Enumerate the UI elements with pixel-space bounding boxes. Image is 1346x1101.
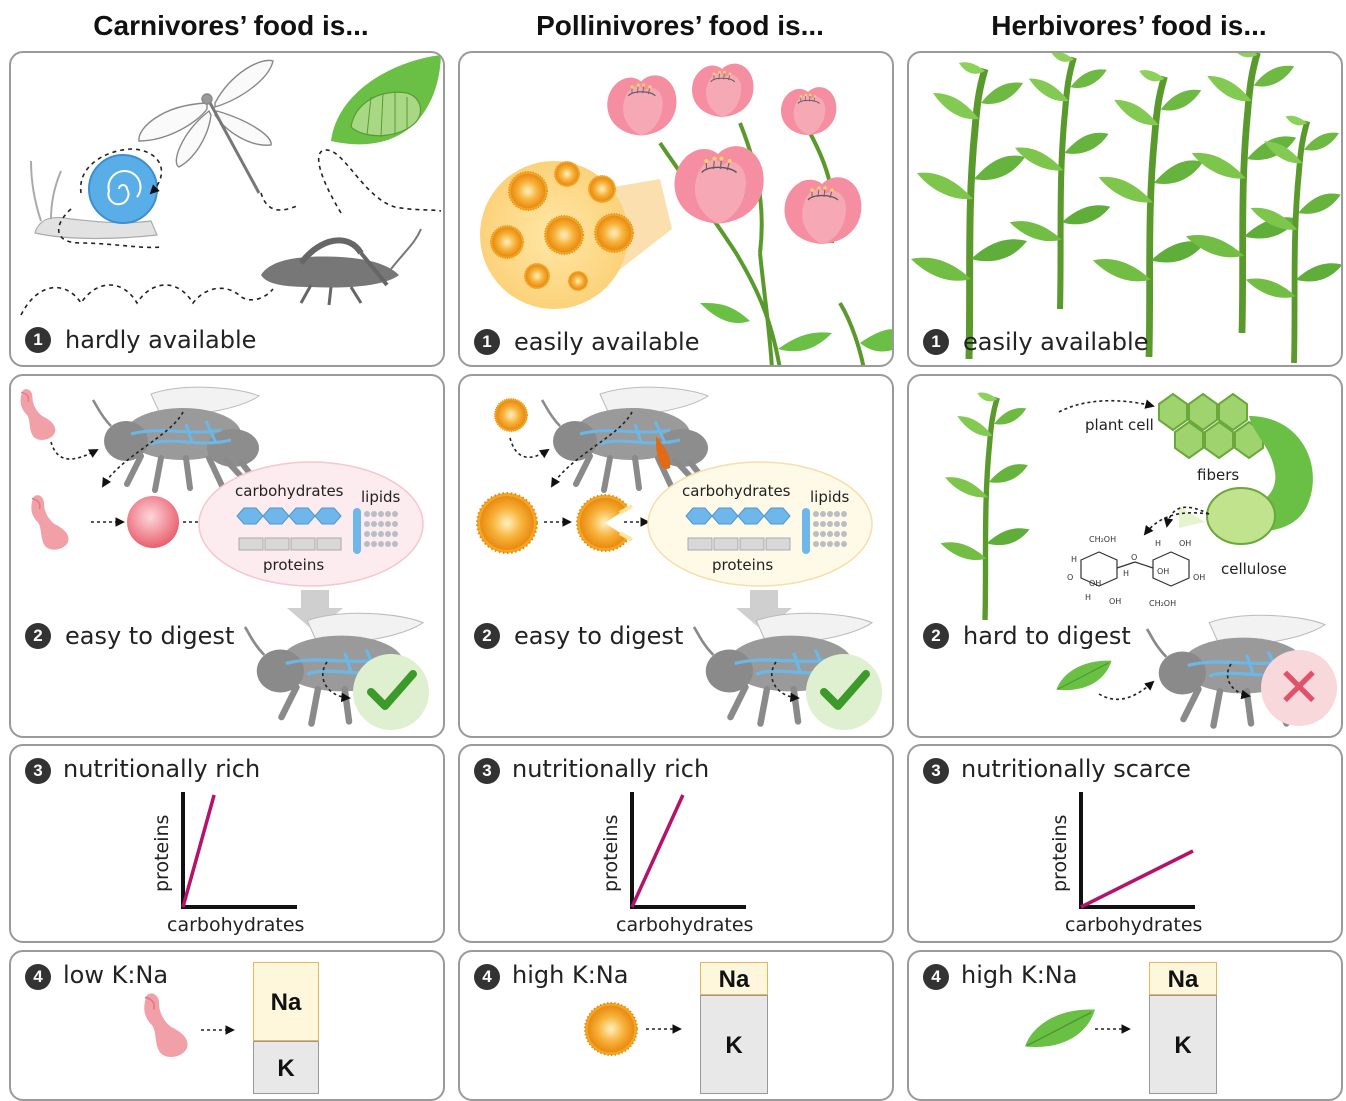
potassium-bar <box>1149 995 1217 1094</box>
herbivore-digestion-panel <box>907 374 1343 738</box>
step-label: nutritionally rich <box>512 755 710 783</box>
flower-icon <box>675 146 764 223</box>
fiber-crosssection-icon <box>1207 488 1275 544</box>
step-number-badge: 1 <box>923 329 949 355</box>
flowers-illustration <box>460 53 894 367</box>
y-axis-label: proteins <box>151 814 173 892</box>
pollinivore-nutrition-panel <box>458 744 894 943</box>
plant-cell-icon <box>1159 394 1263 458</box>
step-number-badge: 4 <box>25 964 51 990</box>
step-label: easily available <box>963 328 1149 356</box>
carnivore-digestion-panel <box>9 374 445 738</box>
herbivore-nutrition-panel <box>907 744 1343 943</box>
digested-pollen-icon <box>577 495 640 551</box>
pollen-icon <box>509 172 548 211</box>
pollen-icon <box>595 214 634 253</box>
potassium-bar <box>700 995 768 1094</box>
cross-icon: ✕ <box>1276 656 1322 719</box>
carnivore-prey-illustration <box>11 53 445 367</box>
check-badge <box>353 654 429 730</box>
flower-icon <box>785 177 862 244</box>
plant-icon <box>1010 53 1111 309</box>
carbohydrates-label: carbohydrates <box>235 482 344 500</box>
pollen-icon <box>524 263 549 288</box>
sodium-bar <box>253 962 319 1041</box>
h-label: H <box>1085 593 1092 602</box>
meat-icon <box>21 389 56 440</box>
oh-label: OH <box>1089 579 1102 588</box>
flower-icon <box>607 75 676 135</box>
ch2oh-label: CH₂OH <box>1089 535 1117 544</box>
plant-icon <box>941 393 1030 620</box>
ch2oh-label: CH₂OH <box>1149 599 1177 608</box>
y-axis-label: proteins <box>1049 814 1071 892</box>
plant-icon <box>1093 70 1205 357</box>
trend-line <box>1081 851 1193 907</box>
step-label: hard to digest <box>963 622 1131 650</box>
flower-icon <box>781 87 836 135</box>
step-label: low K:Na <box>63 961 169 989</box>
herbivore-kna-panel <box>907 950 1343 1101</box>
column-title-herbivores: Herbivores’ food is... <box>991 10 1267 41</box>
sodium-bar <box>1149 962 1217 995</box>
proteins-label: proteins <box>712 556 774 574</box>
trend-line <box>632 795 683 907</box>
carnivore-kna-panel <box>9 950 445 1101</box>
leaf-icon <box>1056 661 1111 691</box>
h-label: H <box>1071 555 1078 564</box>
fibers-label: fibers <box>1197 466 1240 484</box>
digested-food-icon <box>127 496 179 548</box>
oh-label: OH <box>1179 539 1192 548</box>
plant-cell-label: plant cell <box>1085 416 1154 434</box>
y-axis-label: proteins <box>600 814 622 892</box>
step-number-badge: 3 <box>474 758 500 784</box>
step-label: high K:Na <box>512 961 629 989</box>
pollen-icon <box>554 161 579 186</box>
lipids-label: lipids <box>810 488 850 506</box>
oh-label: OH <box>1193 573 1206 582</box>
cellulose-label: cellulose <box>1221 560 1287 578</box>
x-axis-label: carbohydrates <box>167 914 305 936</box>
step-label: hardly available <box>65 326 257 354</box>
o-label: O <box>1067 573 1074 582</box>
step-number-badge: 1 <box>25 327 51 353</box>
leaf-icon <box>1025 1010 1095 1047</box>
carnivore-nutrition-panel <box>9 744 445 943</box>
cross-badge <box>1261 650 1337 726</box>
check-badge <box>806 654 882 730</box>
step-number-badge: 2 <box>923 623 949 649</box>
plant-icon <box>911 62 1027 359</box>
potassium-label: K <box>277 1055 295 1082</box>
dragonfly-icon <box>139 60 273 193</box>
meat-icon <box>31 495 68 550</box>
sodium-bar <box>700 962 768 995</box>
pollen-icon <box>545 216 584 255</box>
oh-label: OH <box>1109 597 1122 606</box>
pollen-icon <box>588 175 615 202</box>
sodium-label: Na <box>1167 966 1199 993</box>
step-number-badge: 4 <box>474 964 500 990</box>
caterpillar-icon <box>331 55 441 144</box>
carbohydrates-label: carbohydrates <box>682 482 791 500</box>
carnivore-availability-panel <box>9 51 445 367</box>
potassium-label: K <box>1174 1032 1192 1059</box>
pollen-icon <box>568 271 587 290</box>
step-label: easy to digest <box>65 622 235 650</box>
bee-icon <box>93 387 259 490</box>
step-number-badge: 4 <box>923 964 949 990</box>
step-label: high K:Na <box>961 961 1078 989</box>
step-number-badge: 1 <box>474 329 500 355</box>
column-title-carnivores: Carnivores’ food is... <box>93 10 369 41</box>
pollinivore-digestion-panel <box>458 374 894 738</box>
potassium-label: K <box>725 1032 743 1059</box>
sodium-label: Na <box>270 989 302 1016</box>
oh-label: OH <box>1157 567 1170 576</box>
plants-illustration <box>909 53 1343 367</box>
pollinivore-availability-panel <box>458 51 894 367</box>
o-label: O <box>1131 553 1138 562</box>
bee-icon <box>542 387 708 490</box>
pollen-icon <box>495 399 528 432</box>
grasshopper-icon <box>261 229 421 305</box>
column-title-pollinivores: Pollinivores’ food is... <box>536 10 824 41</box>
pollinivore-kna-panel <box>458 950 894 1101</box>
herbivore-availability-panel <box>907 51 1343 367</box>
sodium-label: Na <box>718 966 750 993</box>
step-number-badge: 2 <box>25 623 51 649</box>
flower-icon <box>692 64 753 117</box>
step-label: nutritionally scarce <box>961 755 1191 783</box>
proteins-label: proteins <box>263 556 325 574</box>
x-axis-label: carbohydrates <box>616 914 754 936</box>
h-label: H <box>1155 539 1162 548</box>
step-number-badge: 2 <box>474 623 500 649</box>
step-number-badge: 3 <box>25 758 51 784</box>
trend-line <box>183 795 214 907</box>
potassium-bar <box>253 1041 319 1094</box>
snail-icon <box>31 155 157 239</box>
meat-icon <box>144 993 187 1057</box>
pollen-icon <box>585 1003 637 1055</box>
h-label: H <box>1123 569 1130 578</box>
pollen-icon <box>477 493 537 553</box>
step-number-badge: 3 <box>923 758 949 784</box>
x-axis-label: carbohydrates <box>1065 914 1203 936</box>
step-label: easily available <box>514 328 700 356</box>
lipids-label: lipids <box>361 488 401 506</box>
step-label: easy to digest <box>514 622 684 650</box>
step-label: nutritionally rich <box>63 755 261 783</box>
pollen-icon <box>491 226 524 259</box>
